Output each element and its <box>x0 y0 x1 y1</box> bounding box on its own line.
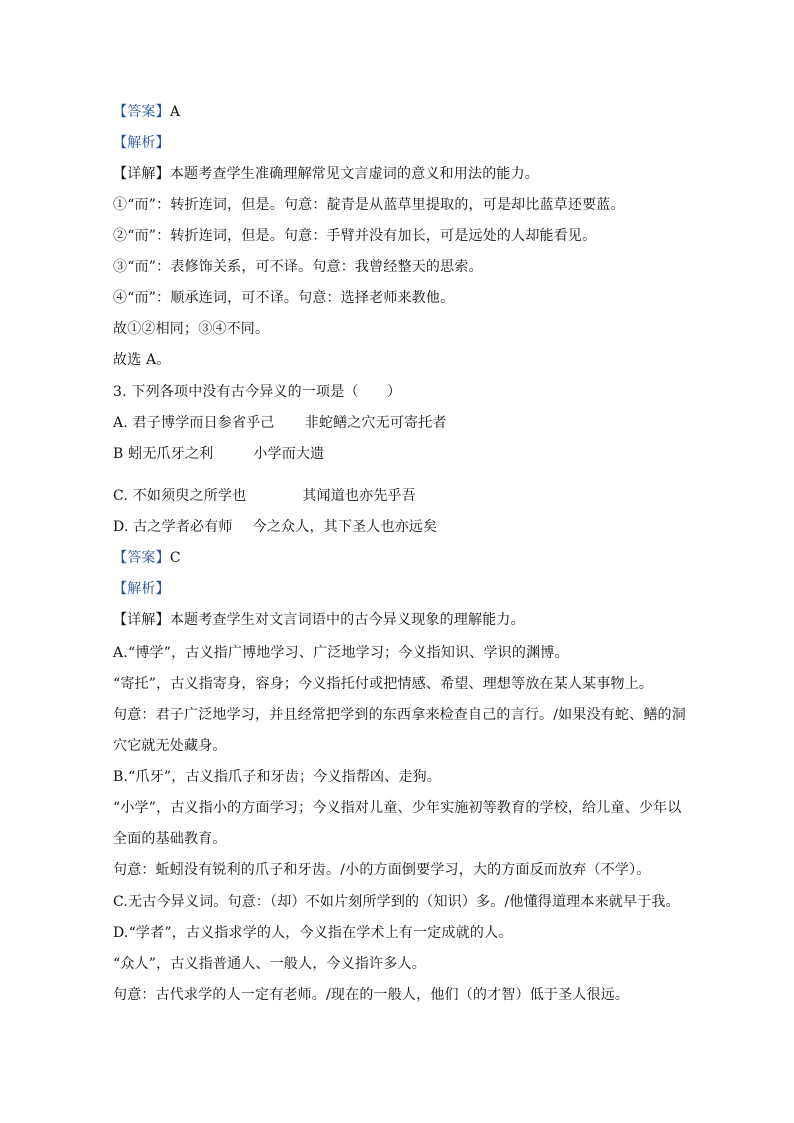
detail-line-2 <box>113 610 525 630</box>
option-part-2: 今之众人，其下圣人也亦远矣 <box>252 519 438 535</box>
answer-value: C <box>169 550 181 566</box>
option-part-1: B 蚓无爪牙之利 <box>113 446 214 462</box>
detail-text: 本题考查学生准确理解常见文言虚词的意义和用法的能力。 <box>169 166 540 182</box>
analysis-heading-2: 【解析】 <box>113 581 170 597</box>
answer-tag: 【答案】 <box>113 104 170 120</box>
explanation-line: A.“博学”，古义指广博地学习、广泛地学习；今义指知识、学识的渊博。 <box>113 645 569 661</box>
question-option-b <box>113 444 324 464</box>
explanation-line: 句意：君子广泛地学习，并且经常把学到的东西拿来检查自己的言行。/如果没有蛇、鳝的洞 <box>113 707 686 723</box>
question-stem: 3. 下列各项中没有古今异义的一项是（ ） <box>113 384 402 400</box>
option-part-1: A. 君子博学而日参省乎己 <box>113 415 275 431</box>
answer-value: A <box>169 104 181 120</box>
answer-line-2 <box>113 548 181 568</box>
option-part-2: 非蛇鳝之穴无可寄托者 <box>304 415 447 431</box>
option-part-1: C. 不如须臾之所学也 <box>113 488 247 504</box>
explanation-line: 故选 A。 <box>113 352 171 368</box>
explanation-line: 全面的基础教育。 <box>113 831 227 847</box>
option-part-2: 其闻道也亦先乎吾 <box>302 488 416 504</box>
detail-tag: 【详解】 <box>113 612 170 628</box>
explanation-line: D.“学者”，古义指求学的人，今义指在学术上有一定成就的人。 <box>113 925 513 941</box>
explanation-line: B.“爪牙”，古义指爪子和牙齿；今义指帮凶、走狗。 <box>113 769 442 785</box>
explanation-line: “寄托”，古义指寄身，容身；今义指托付或把情感、希望、理想等放在某人某事物上。 <box>113 676 654 692</box>
answer-line-1 <box>113 102 180 122</box>
explanation-line: 穴它就无处藏身。 <box>113 738 227 754</box>
explanation-line: 故①②相同；③④不同。 <box>113 321 270 337</box>
question-option-d <box>113 517 437 537</box>
answer-tag: 【答案】 <box>113 550 170 566</box>
option-part-1: D. 古之学者必有师 <box>113 519 233 535</box>
explanation-line: ④“而”：顺承连词，可不译。句意：选择老师来教他。 <box>113 290 455 306</box>
explanation-line: “小学”，古义指小的方面学习；今义指对儿童、少年实施初等教育的学校，给儿童、少年以 <box>113 800 682 816</box>
explanation-line: “众人”，古义指普通人、一般人，今义指许多人。 <box>113 956 426 972</box>
explanation-line: ③“而”：表修饰关系，可不译。句意：我曾经整天的思索。 <box>113 259 483 275</box>
detail-line-1 <box>113 164 539 184</box>
explanation-line: 句意：古代求学的人一定有老师。/现在的一般人，他们（的才智）低于圣人很远。 <box>113 987 630 1003</box>
detail-tag: 【详解】 <box>113 166 170 182</box>
analysis-heading-1: 【解析】 <box>113 135 170 151</box>
explanation-line: 句意：蚯蚓没有锐利的爪子和牙齿。/小的方面倒要学习，大的方面反而放弃（不学）。 <box>113 862 651 878</box>
option-part-2: 小学而大遗 <box>253 446 325 462</box>
explanation-line: ②“而”：转折连词，但是。句意：手臂并没有加长，可是远处的人却能看见。 <box>113 228 597 244</box>
detail-text: 本题考查学生对文言词语中的古今异义现象的理解能力。 <box>169 612 525 628</box>
question-option-c <box>113 486 416 506</box>
question-option-a <box>113 413 447 433</box>
explanation-line: C.无古今异义词。句意：（却）不如片刻所学到的（知识）多。/他懂得道理本来就早于我。 <box>113 894 680 910</box>
explanation-line: ①“而”：转折连词，但是。句意：靛青是从蓝草里提取的，可是却比蓝草还要蓝。 <box>113 197 625 213</box>
